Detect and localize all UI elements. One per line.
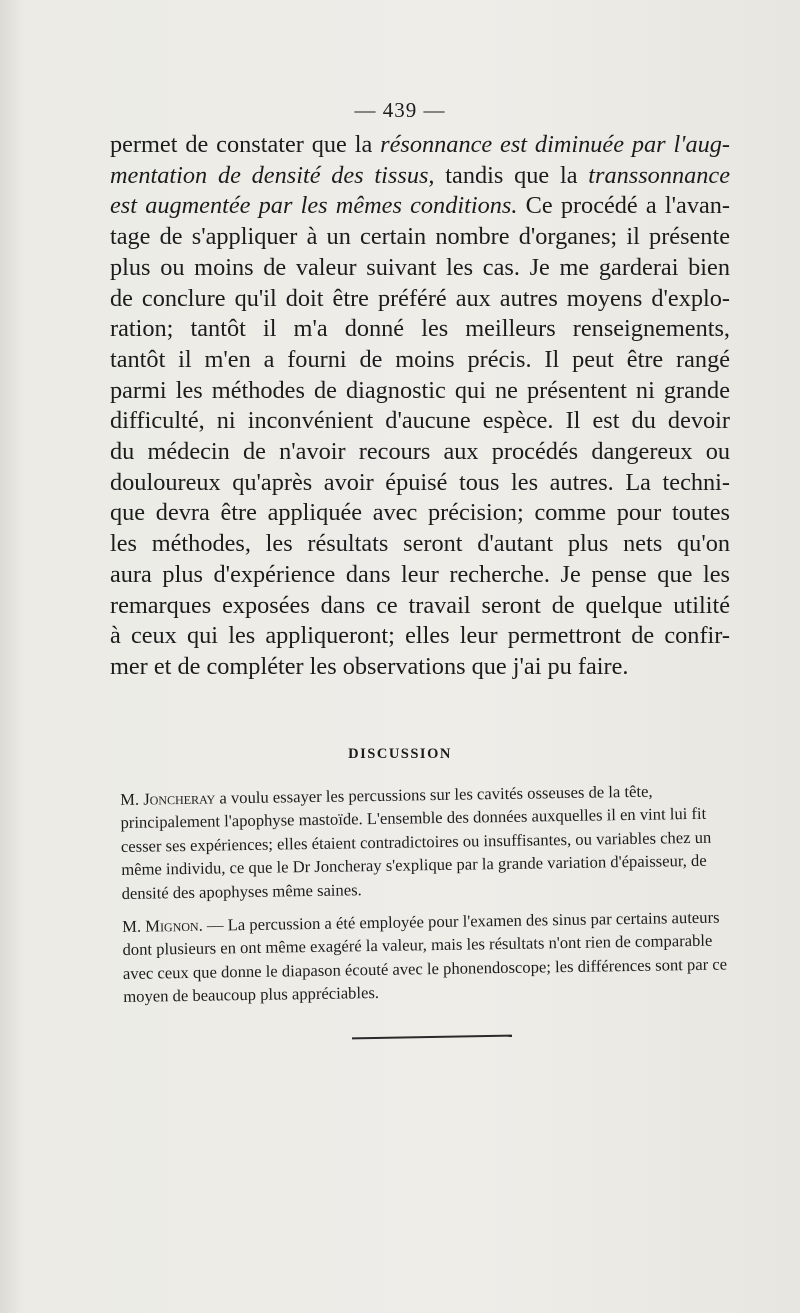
discussion-paragraph (122, 905, 743, 1008)
body-text (110, 130, 730, 683)
text-line: à ceux qui les appliqueront; elles leur permettront de confir- (110, 622, 730, 650)
text-line: remarques exposées dans ce travail seront de quelque utilité (110, 591, 730, 619)
text-line: tage de s'appliquer à un certain nombre d'organes; il présente (110, 223, 730, 251)
text-line: douloureux qu'après avoir épuisé tous les autres. La techni- (110, 468, 730, 496)
emphasis: transsonnance (588, 161, 730, 189)
discussion-heading: DISCUSSION (348, 746, 452, 762)
text-line: tantôt il m'en a fourni de moins précis. Il peut être rangé (110, 345, 730, 373)
text-line: de conclure qu'il doit être préféré aux autres moyens d'explo- (110, 284, 730, 312)
text-line: permet de constater que la résonnance est diminuée par l'aug- (110, 131, 731, 158)
text-line: parmi les méthodes de diagnostic qui ne présentent ni grande (110, 376, 730, 404)
paragraph-text: — La percussion a été employée pour l'examen des sinus par certains auteurs dont plusieurs en ont même exagéré la valeur, mais les résultats n'ont rien de comparable avec ceux que donne le diapason écouté avec le phonendoscope; les différences sont par ce moyen de beaucoup plus appréciables. (122, 907, 728, 1007)
text-line: aura plus d'expérience dans leur recherche. Je pense que les (110, 560, 730, 588)
closing-rule (352, 1035, 512, 1040)
text-line: les méthodes, les résultats seront d'autant plus nets qu'on (110, 530, 730, 558)
speaker-name: M. Joncheray (120, 788, 216, 809)
discussion-paragraph (120, 778, 742, 905)
discussion-section (120, 778, 744, 1018)
text-line: que devra être appliquée avec précision; comme pour toutes (110, 499, 730, 527)
text-line: ration; tantôt il m'a donné les meilleurs renseignements, (110, 315, 730, 343)
text-line: mentation de densité des tissus, tandis que la transsonnance (110, 161, 730, 189)
paragraph-text: a voulu essayer les percussions sur les cavités osseuses de la tête, principalement l'apophyse mastoïde. L'ensemble des données auxquelles il en vint lui fit cesser ses expériences; elles étaient contradictoires ou insuffisantes, ou variables chez un même individu, ce que le Dr Joncheray s'explique par la grande variation d'épaisseur, de densité des apophyses même saines. (120, 781, 712, 903)
text-line: du médecin de n'avoir recours aux procédés dangereux ou (110, 438, 730, 466)
speaker-name: M. Mignon. (122, 915, 203, 937)
page-number: — 439 — (354, 98, 446, 122)
text-line: plus ou moins de valeur suivant les cas. Je me garderai bien (110, 253, 730, 281)
emphasis: mentation de densité des tissus, (110, 161, 435, 189)
text-line: mer et de compléter les observations que j'ai pu faire. (110, 652, 629, 680)
text-line: est augmentée par les mêmes conditions. Ce procédé a l'avan- (110, 192, 730, 220)
emphasis: est augmentée par les mêmes conditions. (110, 192, 518, 220)
emphasis: résonnance est diminuée par l'aug- (380, 131, 731, 158)
text-line: difficulté, ni inconvénient d'aucune espèce. Il est du devoir (110, 407, 730, 435)
